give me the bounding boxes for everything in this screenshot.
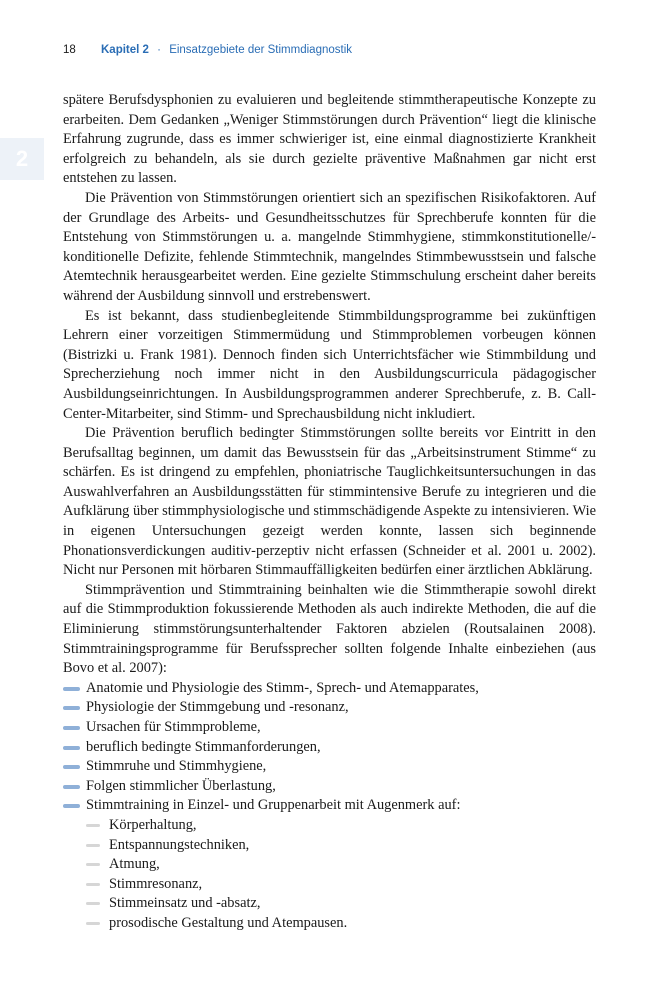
header-separator: · [157,44,161,56]
paragraph-training-programs: Es ist bekannt, dass studienbegleitende Stimmbildungsprogramme bei zukünftigen Lehrern einer vorzeitigen Stimmermüdung und Stimmproblemen vorbeugen können (Bistrizki u. Frank 1981). Dennoch finden sich Unterrichtsfächer wie Stimmbildung und Sprecherziehung noch immer nicht in den Ausbildungscurricula pädagogischer Ausbildungseinrichtungen. In Ausbildungsprogrammen anderer Sprechberufe, z. B. Call-Center-Mitarbeiter, sind Stimm- und Sprechausbildung nicht inkludiert. [63,307,596,422]
list-item-with-sublist [63,796,596,933]
list-item-label: Stimmtraining in Einzel- und Gruppenarbeit mit Augenmerk auf: [86,797,461,814]
chapter-title: Einsatzgebiete der Stimmdiagnostik [169,44,353,56]
list-item: Stimmruhe und Stimmhygiene, [63,757,596,777]
chapter-label: Kapitel 2 [101,44,149,56]
list-item: beruflich bedingte Stimmanforderungen, [63,738,596,758]
paragraph-continuation: spätere Berufsdysphonien zu evaluieren und begleitende stimmtherapeutische Konzepte zu erarbeiten. Dem Gedanken „Weniger Stimmstörungen durch Prävention“ liegt die klinische Erfahrung zugrunde, dass es immer schwieriger ist, eine einmal diagnostizierte Krankheit erfolgreich zu behandeln, als sie durch gezielte präventive Maßnahmen gar nicht erst entstehen zu lassen. [63,92,596,187]
sublist-item: Stimmresonanz, [86,875,596,895]
main-text [63,91,596,934]
sublist-item: prosodische Gestaltung und Atempausen. [86,914,596,934]
paragraph-prevention: Die Prävention beruflich bedingter Stimmstörungen sollte bereits vor Eintritt in den Berufsalltag beginnen, um damit das Bewusstsein für das „Arbeitsinstrument Stimme“ zu schärfen. Es ist dringend zu empfehlen, phoniatrische Tauglichkeitsuntersuchungen in das Auswahlverfahren an Ausbildungsstätten für stimmintensive Berufe zu integrieren und die Aufklärung über stimmphysiologische und stimmschädigende Aspekte zu intensivieren. Wie in eigenen Untersuchungen gezeigt werden konnte, lassen sich beginnende Phonationsverdickungen auditiv-perzeptiv nicht erfassen (Schneider et al. 2001 u. 2002). Nicht nur Personen mit hörbaren Stimmauffälligkeiten bedürfen einer ärztlichen Abklärung. [63,425,596,579]
sublist-item: Atmung, [86,855,596,875]
paragraph-risk-factors: Die Prävention von Stimmstörungen orientiert sich an spezifischen Risikofaktoren. Auf der Grundlage des Arbeits- und Gesundheitsschutzes für Sprechberufe konnten für die Entstehung von Stimmstörungen u. a. mangelnde Stimmhygiene, stimmkonstitutionelle/-konditionelle Defizite, fehlende Stimmtechnik, mangelndes Stimmbewusstsein und falsche Atemtechnik herausgearbeitet werden. Eine gezielte Stimmschulung erscheint daher bereits während der Ausbildung sinnvoll und erstrebenswert. [63,189,596,304]
training-focus-sublist [86,816,596,934]
list-item: Folgen stimmlicher Überlastung, [63,777,596,797]
training-content-list [63,679,596,934]
running-header [63,43,619,57]
chapter-side-tab: 2 [0,138,44,180]
sublist-item: Entspannungstechniken, [86,836,596,856]
sublist-item: Körperhaltung, [86,816,596,836]
paragraph-voice-training: Stimmprävention und Stimmtraining beinhalten wie die Stimmtherapie sowohl direkt auf die Stimmproduktion fokussierende Methoden als auch indirekte Methoden, die auf die Eliminierung stimmstörungsunterhaltender Faktoren abzielen (Routsalainen 2008). Stimmtrainingsprogramme für Berufssprecher sollten folgende Inhalte einbeziehen (aus Bovo et al. 2007): [63,581,596,677]
sublist-item: Stimmeinsatz und -absatz, [86,894,596,914]
list-item: Ursachen für Stimmprobleme, [63,718,596,738]
page-number: 18 [63,44,76,56]
list-item: Physiologie der Stimmgebung und -resonanz, [63,698,596,718]
list-item: Anatomie und Physiologie des Stimm-, Sprech- und Atemapparates, [63,679,596,699]
